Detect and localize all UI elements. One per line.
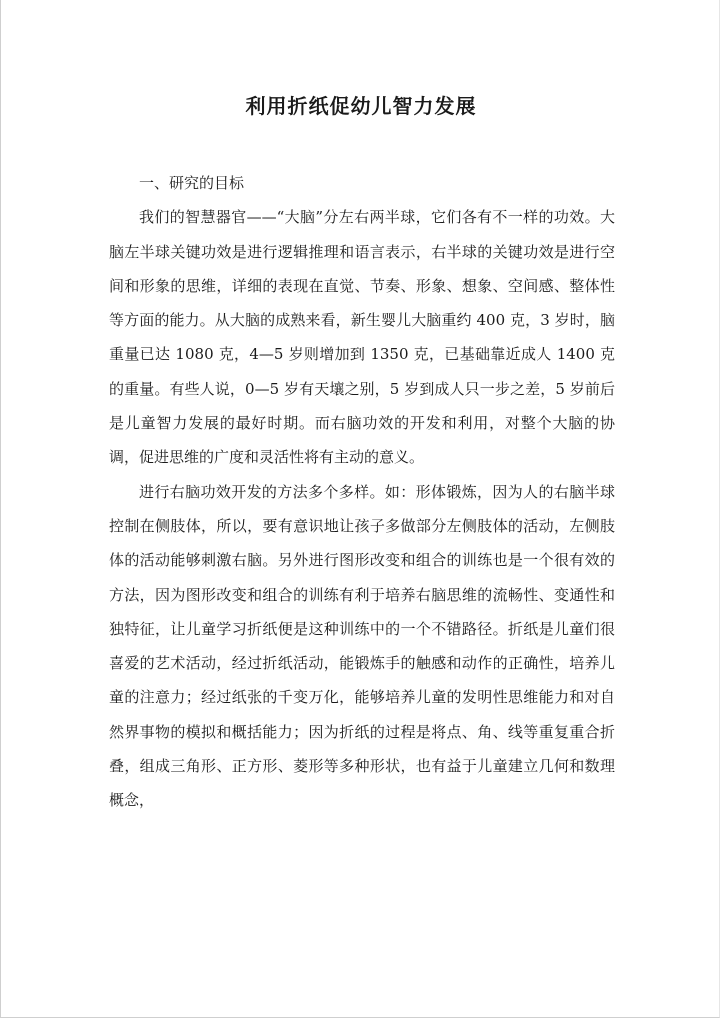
document-body bbox=[109, 166, 615, 818]
document-title: 利用折纸促幼儿智力发展 bbox=[245, 94, 477, 118]
body-paragraph: 我们的智慧器官——“大脑”分左右两半球，它们各有不一样的功效。大脑左半球关键功效是进行逻辑推理和语言表示，右半球的关键功效是进行空间和形象的思维，详细的表现在直觉、节奏、形象、想象、空间感、整体性等方面的能力。从大脑的成熟来看，新生婴儿大脑重约 400 克，3 岁时，脑重量已达 1080 克，4—5 岁则增加到 1350 克，已基础靠近成人 1400 克的重量。有些人说，0—5 岁有天壤之别，5 岁到成人只一步之差，5 岁前后是儿童智力发展的最好时期。而右脑功效的开发和利用，对整个大脑的协调，促进思维的广度和灵活性将有主动的意义。 bbox=[109, 208, 615, 467]
body-paragraph: 进行右脑功效开发的方法多个多样。如：形体锻炼，因为人的右脑半球控制在侧肢体，所以，要有意识地让孩子多做部分左侧肢体的活动，左侧肢体的活动能够刺激右脑。另外进行图形改变和组合的训练也是一个很有效的方法，因为图形改变和组合的训练有利于培养右脑思维的流畅性、变通性和独特征，让儿童学习折纸便是这种训练中的一个不错路径。折纸是儿童们很喜爱的艺术活动，经过折纸活动，能锻炼手的触感和动作的正确性，培养儿童的注意力；经过纸张的千变万化，能够培养儿童的发明性思维能力和对自然界事物的模拟和概括能力；因为折纸的过程是将点、角、线等重复重合折叠，组成三角形、正方形、菱形等多种形状，也有益于儿童建立几何和数理概念， bbox=[109, 482, 615, 810]
section-heading: 一、研究的目标 bbox=[139, 174, 245, 192]
